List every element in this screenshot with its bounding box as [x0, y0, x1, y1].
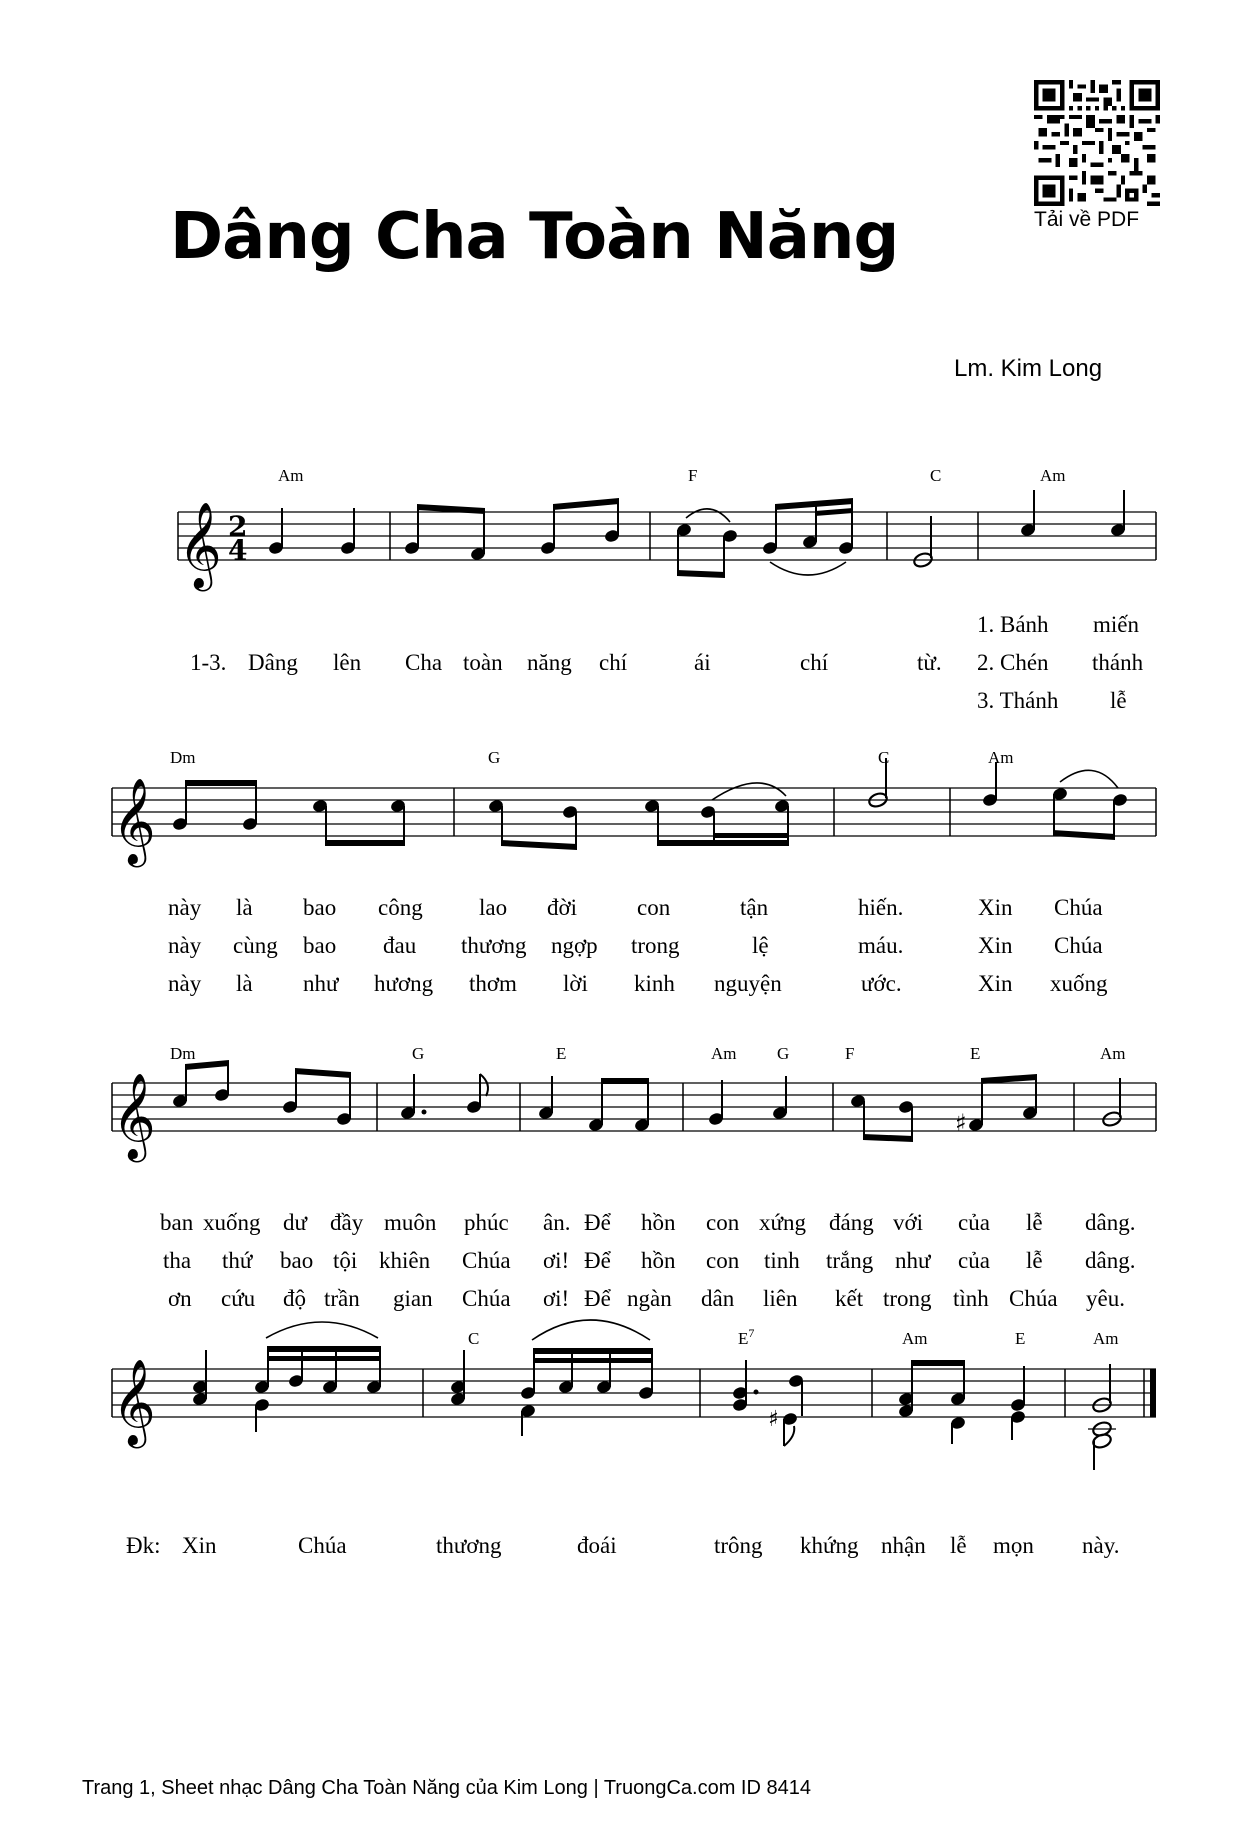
lyric-word: đau — [383, 933, 417, 958]
lyric-word: ái — [694, 650, 711, 675]
lyric-word: thánh — [1092, 650, 1144, 675]
lyric-word: kết — [835, 1286, 864, 1311]
lyric-word: chí — [800, 650, 829, 675]
lyric-word: độ — [283, 1286, 306, 1311]
lyric-word: toàn — [463, 650, 503, 675]
lyric-word: lễ — [1026, 1210, 1043, 1235]
treble-clef-icon: 𝄞 — [112, 778, 156, 864]
chord-symbol: Dm — [170, 1044, 196, 1063]
download-pdf-link[interactable]: Tải về PDF — [1034, 208, 1140, 231]
time-signature-lower: 4 — [228, 534, 248, 567]
lyric-word: đáng — [829, 1210, 874, 1235]
time-signature-upper: 2 — [228, 510, 248, 543]
sharp-icon: ♯ — [955, 1109, 967, 1137]
staff-system-1 — [178, 490, 1156, 592]
chord-symbol: C — [878, 748, 890, 767]
lyric-word: tội — [333, 1248, 358, 1273]
song-title: Dâng Cha Toàn Năng — [170, 200, 899, 274]
lyric-word: Chúa — [1054, 895, 1103, 920]
lyric-word: hiến. — [858, 895, 904, 920]
lyric-word: Xin — [182, 1533, 217, 1558]
lyric-word: là — [236, 895, 253, 920]
lyric-word: dâng. — [1085, 1248, 1136, 1273]
lyric-word: kinh — [634, 971, 675, 996]
lyric-word: con — [706, 1248, 740, 1273]
lyric-word: công — [378, 895, 423, 920]
lyric-word: liên — [763, 1286, 798, 1311]
lyric-word: 3. Thánh — [977, 688, 1059, 713]
lyric-word: trắng — [826, 1248, 874, 1273]
lyric-word: mọn — [993, 1533, 1034, 1558]
lyric-word: 2. Chén — [977, 650, 1049, 675]
lyric-word: trong — [631, 933, 680, 958]
lyric-word: của — [958, 1248, 990, 1273]
lyric-word: xứng — [759, 1210, 806, 1235]
lyric-word: ân. — [543, 1210, 571, 1235]
chord-symbol: G — [777, 1044, 790, 1063]
lyric-word: trong — [883, 1286, 932, 1311]
lyric-word: ước. — [861, 971, 902, 996]
lyric-word: ngàn — [627, 1286, 672, 1311]
lyric-word: lễ — [950, 1533, 967, 1558]
lyric-word: hương — [374, 971, 434, 996]
lyric-word: nguyện — [714, 971, 782, 996]
chord-symbol: F — [845, 1044, 855, 1063]
lyric-word: ơi! — [543, 1286, 570, 1311]
lyric-word: ngợp — [551, 933, 598, 958]
chord-symbol: Am — [988, 748, 1014, 767]
lyric-word: thơm — [469, 971, 517, 996]
lyric-word: bao — [280, 1248, 314, 1273]
lyric-word: ban — [160, 1210, 194, 1235]
lyric-word: đời — [547, 895, 578, 920]
treble-clef-icon: 𝄞 — [112, 1359, 156, 1445]
lyric-word: xuống — [203, 1210, 261, 1235]
lyric-word: hồn — [641, 1248, 676, 1273]
lyric-word: Để — [584, 1210, 611, 1235]
chord-symbol: E — [556, 1044, 567, 1063]
lyric-word: này. — [1082, 1533, 1120, 1558]
lyric-word: Để — [584, 1286, 611, 1311]
lyric-word: này — [168, 971, 202, 996]
lyric-word: phúc — [464, 1210, 509, 1235]
lyric-word: ơi! — [543, 1248, 570, 1273]
lyric-word: đoái — [577, 1533, 617, 1558]
lyric-word: như — [303, 971, 339, 996]
lyric-word: tận — [740, 895, 769, 920]
lyric-word: xuống — [1050, 971, 1108, 996]
lyric-word: gian — [393, 1286, 433, 1311]
lyric-word: Xin — [978, 971, 1013, 996]
chord-symbol: Am — [711, 1044, 737, 1063]
lyric-word: như — [895, 1248, 931, 1273]
lyric-word: tình — [953, 1286, 989, 1311]
chord-symbol: C — [468, 1329, 480, 1348]
lyric-word: Đk: — [126, 1533, 161, 1558]
lyric-word: nhận — [881, 1533, 926, 1558]
lyric-word: Xin — [978, 933, 1013, 958]
treble-clef-icon: 𝄞 — [112, 1073, 156, 1159]
lyric-word: Chúa — [462, 1248, 511, 1273]
chord-symbol: Am — [278, 466, 304, 485]
lyric-word: Chúa — [298, 1533, 347, 1558]
chord-symbol: G — [488, 748, 501, 767]
lyric-word: là — [236, 971, 253, 996]
chord-symbol: Am — [902, 1329, 928, 1348]
lyric-word: dư — [283, 1210, 307, 1235]
chord-symbol: E — [970, 1044, 981, 1063]
lyric-word: 1. Bánh — [977, 612, 1049, 637]
page-footer: Trang 1, Sheet nhạc Dâng Cha Toàn Năng của Kim Long | TruongCa.com ID 8414 — [82, 1777, 811, 1799]
lyric-word: Cha — [405, 650, 443, 675]
lyric-word: lễ — [1026, 1248, 1043, 1273]
lyric-word: trần — [324, 1286, 360, 1311]
lyric-word: Dâng — [248, 650, 298, 675]
lyric-word: bao — [303, 933, 337, 958]
lyric-word: trông — [714, 1533, 763, 1558]
chord-symbol: $E^7$ — [738, 1326, 755, 1348]
lyric-word: lên — [333, 650, 362, 675]
lyric-word: Để — [584, 1248, 611, 1273]
chord-symbol: C — [930, 466, 942, 485]
lyric-word: yêu. — [1086, 1286, 1125, 1311]
lyric-word: này — [168, 933, 202, 958]
chord-symbol: Am — [1100, 1044, 1126, 1063]
lyric-word: miến — [1093, 612, 1139, 637]
lyric-word: máu. — [858, 933, 904, 958]
treble-clef-icon: 𝄞 — [178, 502, 222, 588]
lyric-word: này — [168, 895, 202, 920]
lyric-word: của — [958, 1210, 990, 1235]
lyric-word: Chúa — [1054, 933, 1103, 958]
lyric-word: khứng — [800, 1533, 859, 1558]
lyric-word: con — [706, 1210, 740, 1235]
lyric-word: chí — [599, 650, 628, 675]
lyric-word: hồn — [641, 1210, 676, 1235]
lyric-word: Xin — [978, 895, 1013, 920]
chord-symbol: E — [1015, 1329, 1026, 1348]
lyric-word: với — [893, 1210, 924, 1235]
lyric-word: từ. — [917, 650, 942, 675]
lyric-word: lời — [563, 971, 588, 996]
lyric-word: cùng — [233, 933, 278, 958]
lyric-word: tha — [163, 1248, 192, 1273]
lyric-word: con — [637, 895, 671, 920]
lyric-word: dâng. — [1085, 1210, 1136, 1235]
chord-symbol: F — [688, 466, 698, 485]
lyric-word: Chúa — [1009, 1286, 1058, 1311]
chord-symbol: G — [412, 1044, 425, 1063]
lyric-word: ơn — [168, 1286, 192, 1311]
chord-symbol: Am — [1040, 466, 1066, 485]
lyric-word: lệ — [752, 933, 769, 958]
lyric-word: 1-3. — [190, 650, 227, 675]
chord-symbol: Dm — [170, 748, 196, 767]
lyric-word: lao — [479, 895, 508, 920]
staff-system-3 — [112, 1060, 1156, 1163]
lyric-word: Chúa — [462, 1286, 511, 1311]
staff-system-4 — [112, 1320, 1156, 1470]
lyric-word: thứ — [222, 1248, 253, 1273]
staff-system-2 — [112, 758, 1156, 868]
lyric-word: tinh — [764, 1248, 800, 1273]
lyric-word: thương — [461, 933, 527, 958]
lyric-word: đầy — [330, 1210, 364, 1235]
lyric-word: dân — [701, 1286, 735, 1311]
composer-name: Lm. Kim Long — [954, 355, 1103, 382]
chord-symbol: Am — [1093, 1329, 1119, 1348]
score-text-layer — [126, 466, 1144, 1558]
lyric-word: năng — [527, 650, 572, 675]
lyric-word: bao — [303, 895, 337, 920]
lyric-word: cứu — [221, 1286, 256, 1311]
sharp-icon: ♯ — [768, 1407, 779, 1432]
lyric-word: thương — [436, 1533, 502, 1558]
lyric-word: khiên — [379, 1248, 431, 1273]
lyric-word: lễ — [1110, 688, 1127, 713]
lyric-word: muôn — [384, 1210, 437, 1235]
